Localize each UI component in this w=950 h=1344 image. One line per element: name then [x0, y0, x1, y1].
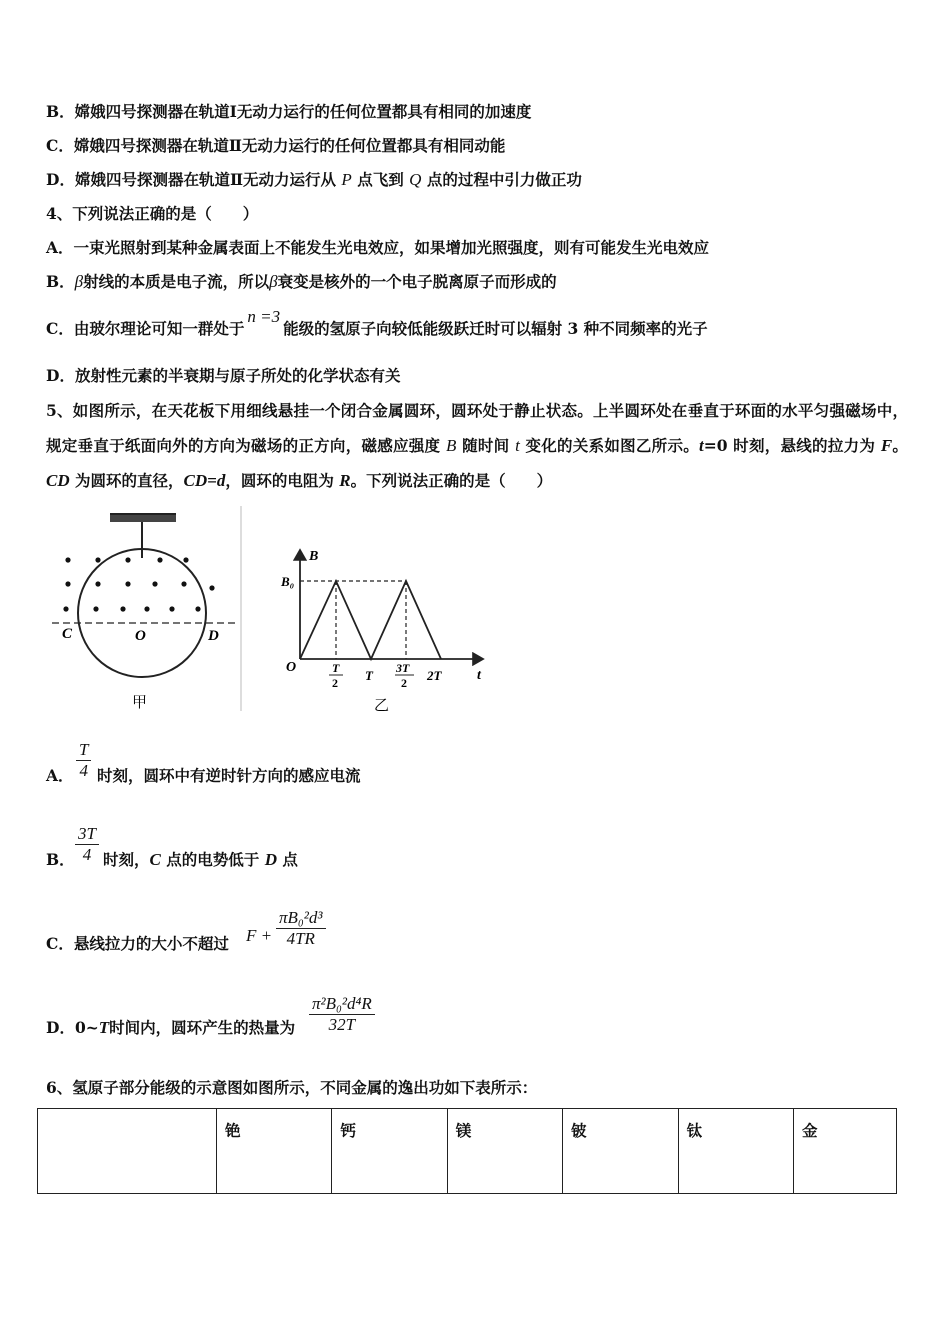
q4-option-b: B．β射线的本质是电子流，所以β衰变是核外的一个电子脱离原子而形成的	[46, 272, 557, 291]
table-header-cell: 钙	[332, 1109, 447, 1194]
table-header-cell: 铯	[217, 1109, 332, 1194]
table-header-cell	[38, 1109, 217, 1194]
yi-tick-t: T	[365, 668, 373, 683]
q4-stem: 4、下列说法正确的是（ ）	[46, 204, 259, 223]
q5-option-d-fraction: $\frac{\text{π²B₀²d⁴R}}{32T}$	[309, 994, 375, 1035]
yi-b-curve	[300, 581, 441, 659]
q6-stem: 6、氢原子部分能级的示意图如图所示，不同金属的逸出功如下表所示：	[46, 1078, 538, 1097]
table-header-cell: 钛	[678, 1109, 793, 1194]
q5-option-b-fraction: $\frac{3T}{4}$	[75, 824, 99, 865]
q3-option-d: D．嫦娥四号探测器在轨道Ⅱ无动力运行从 P 点飞到 Q 点的过程中引力做正功	[46, 170, 582, 189]
work-function-table	[37, 1108, 897, 1194]
yi-tick-t2-num: T	[332, 661, 340, 675]
yi-axis-label-t: t	[477, 668, 481, 683]
q5-option-a-text: 时刻，圆环中有逆时针方向的感应电流	[97, 766, 361, 785]
jia-label-d: D	[208, 628, 219, 644]
yi-tick-2t: 2T	[427, 668, 442, 683]
table-header-cell: 铍	[563, 1109, 678, 1194]
yi-tick-3t2-num: 3T	[396, 661, 410, 675]
figure-jia	[40, 506, 245, 716]
yi-tick-3t2-den: 2	[401, 676, 407, 690]
q3-option-c: C．嫦娥四号探测器在轨道Ⅱ无动力运行的任何位置都具有相同动能	[46, 136, 506, 155]
jia-label-o: O	[135, 628, 146, 644]
table-header-cell: 金	[794, 1109, 897, 1194]
q5-option-b-label: B．	[46, 850, 75, 869]
q3-option-b: B．嫦娥四号探测器在轨道Ⅰ无动力运行的任何位置都具有相同的加速度	[46, 102, 532, 121]
q5-option-c-text: C．悬线拉力的大小不超过	[46, 934, 229, 953]
yi-label-b0: B₀	[281, 574, 295, 589]
jia-caption: 甲	[132, 695, 148, 711]
figure-yi	[278, 540, 493, 720]
q5-option-b-text: 时刻，C 点的电势低于 D 点	[103, 850, 298, 869]
jia-label-c: C	[62, 626, 73, 642]
q5-option-d-text: D．0~T时间内，圆环产生的热量为	[46, 1018, 296, 1037]
q5-stem: 5、如图所示，在天花板下用细线悬挂一个闭合金属圆环，圆环处于静止状态。上半圆环处在垂直于环面的水平匀强磁场中，规定垂直于纸面向外的方向为磁场的正方向，磁感应强度 B 随时间 t 变化的关系如图乙所示。t=0 时刻，悬线的拉力为 F。CD 为圆环的直径，CD=d，圆环的电阻为 R。下列说法正确的是（ ）	[46, 401, 908, 490]
yi-caption: 乙	[374, 698, 390, 714]
q4-option-d: D．放射性元素的半衰期与原子所处的化学状态有关	[46, 366, 401, 385]
q4-option-a: A．一束光照射到某种金属表面上不能发生光电效应，如果增加光照强度，则有可能发生光电效应	[46, 238, 710, 257]
q4-option-c: C．由玻尔理论可知一群处于n =3能级的氢原子向较低能级跃迁时可以辐射 3 种不同频率的光子	[46, 307, 708, 338]
q5-option-a-label: A．	[46, 766, 74, 785]
q5-option-a-fraction: $\frac{T}{4}$	[76, 740, 91, 781]
table-row	[38, 1109, 897, 1194]
q5-option-c-f: F +	[246, 926, 273, 945]
q5-option-c-fraction: $\frac{\text{πB₀²d³}}{4TR}$	[276, 908, 326, 949]
table-header-cell: 镁	[447, 1109, 562, 1194]
yi-label-o: O	[286, 660, 297, 675]
yi-tick-t2-den: 2	[332, 676, 338, 690]
yi-axis-label-b: B	[309, 549, 319, 564]
